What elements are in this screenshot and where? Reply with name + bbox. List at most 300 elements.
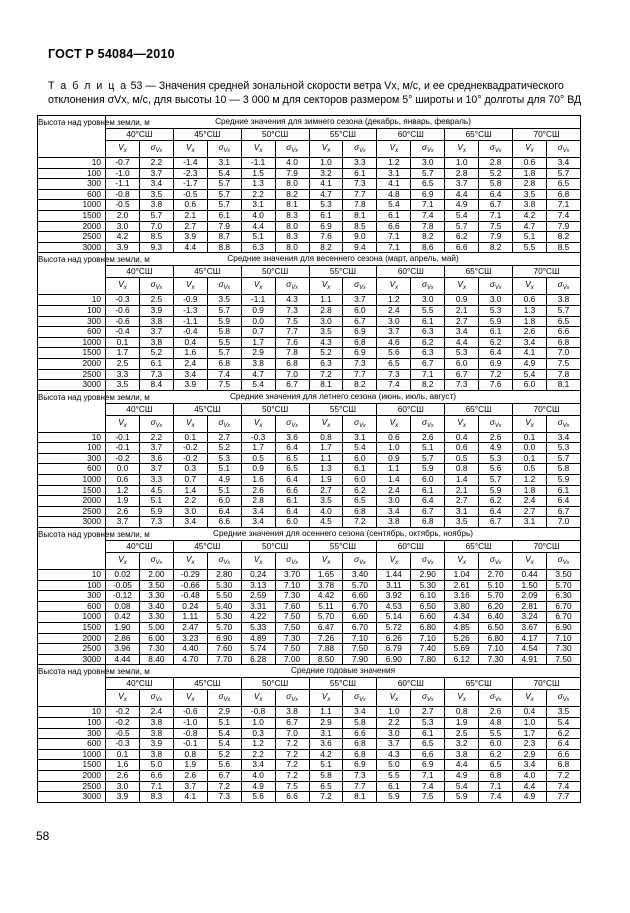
- value-cell: 7.40: [411, 644, 445, 655]
- value-cell: 1.04: [445, 570, 479, 581]
- value-cell: 0.5: [513, 464, 547, 475]
- table-row: [38, 242, 581, 253]
- value-cell: 7.4: [411, 781, 445, 792]
- value-cell: 8.1: [343, 792, 377, 803]
- value-cell: 1.65: [309, 570, 343, 581]
- value-cell: 5.70: [309, 612, 343, 623]
- value-cell: 7.10: [546, 633, 580, 644]
- value-cell: 3.9: [139, 305, 173, 316]
- value-cell: 2.2: [377, 717, 411, 728]
- height-cell: 10: [38, 158, 106, 169]
- value-cell: 3.5: [207, 295, 241, 306]
- latitude-header: 60°СШ: [377, 403, 445, 415]
- height-cell: 2000: [38, 221, 106, 232]
- value-cell: 7.2: [275, 770, 309, 781]
- value-cell: 1.7: [241, 443, 275, 454]
- value-cell: 6.9: [343, 327, 377, 338]
- value-cell: 2.4: [513, 496, 547, 507]
- value-cell: 1.4: [377, 475, 411, 486]
- symbol-vx: $V_x$: [309, 553, 343, 570]
- value-cell: 5.72: [377, 623, 411, 634]
- value-cell: 2.6: [479, 707, 513, 718]
- value-cell: 7.3: [343, 179, 377, 190]
- table-row: [38, 475, 581, 486]
- value-cell: 0.9: [377, 453, 411, 464]
- value-cell: -0.2: [106, 453, 140, 464]
- value-cell: 5.74: [241, 644, 275, 655]
- value-cell: 8.2: [479, 242, 513, 253]
- value-cell: 7.4: [479, 792, 513, 803]
- value-cell: 5.8: [309, 770, 343, 781]
- value-cell: -2.3: [173, 168, 207, 179]
- value-cell: 6.1: [377, 210, 411, 221]
- value-cell: -0.5: [106, 200, 140, 211]
- value-cell: 6.2: [411, 337, 445, 348]
- value-cell: 4.54: [513, 644, 547, 655]
- value-cell: 5.70: [343, 580, 377, 591]
- table-row: [38, 612, 581, 623]
- value-cell: 8.2: [275, 189, 309, 200]
- value-cell: 3.1: [309, 728, 343, 739]
- value-cell: 0.1: [513, 453, 547, 464]
- symbol-sigma-vx: $\sigma_{Vx}$: [275, 553, 309, 570]
- value-cell: 2.6: [411, 432, 445, 443]
- value-cell: 6.6: [546, 327, 580, 338]
- value-cell: 7.88: [309, 644, 343, 655]
- value-cell: 5.4: [546, 717, 580, 728]
- symbol-sigma-vx: $\sigma_{Vx}$: [207, 141, 241, 158]
- symbol-vx: $V_x$: [377, 278, 411, 295]
- value-cell: 1.11: [173, 612, 207, 623]
- height-cell: 2000: [38, 770, 106, 781]
- value-cell: 2.5: [445, 728, 479, 739]
- latitude-header: 45°СШ: [173, 403, 241, 415]
- symbol-vx: $V_x$: [309, 690, 343, 707]
- value-cell: 5.4: [207, 728, 241, 739]
- value-cell: 3.7: [377, 327, 411, 338]
- value-cell: 2.0: [106, 210, 140, 221]
- value-cell: 4.9: [513, 358, 547, 369]
- value-cell: 6.80: [411, 623, 445, 634]
- height-cell: 300: [38, 453, 106, 464]
- value-cell: 1.8: [513, 316, 547, 327]
- value-cell: -0.8: [173, 728, 207, 739]
- height-cell: 2500: [38, 369, 106, 380]
- symbol-sigma-vx: $\sigma_{Vx}$: [275, 141, 309, 158]
- value-cell: 7.26: [309, 633, 343, 644]
- value-cell: 5.2: [479, 168, 513, 179]
- value-cell: 5.5: [479, 728, 513, 739]
- value-cell: 1.1: [377, 464, 411, 475]
- height-cell: 1000: [38, 749, 106, 760]
- value-cell: 7.4: [377, 380, 411, 391]
- value-cell: 4.17: [513, 633, 547, 644]
- value-cell: 7.3: [343, 358, 377, 369]
- value-cell: -0.4: [106, 327, 140, 338]
- value-cell: 6.0: [275, 517, 309, 528]
- value-cell: 3.8: [139, 728, 173, 739]
- value-cell: 4.9: [445, 770, 479, 781]
- value-cell: 3.13: [241, 580, 275, 591]
- value-cell: 5.3: [207, 453, 241, 464]
- block-title-row: [38, 116, 581, 129]
- symbol-sigma-vx: $\sigma_{Vx}$: [139, 278, 173, 295]
- value-cell: 0.0: [513, 443, 547, 454]
- height-cell: 1500: [38, 485, 106, 496]
- value-cell: 3.6: [275, 432, 309, 443]
- symbol-vx: $V_x$: [173, 141, 207, 158]
- value-cell: 6.8: [546, 760, 580, 771]
- value-cell: 4.9: [241, 781, 275, 792]
- height-cell: 100: [38, 717, 106, 728]
- symbol-sigma-vx: $\sigma_{Vx}$: [411, 415, 445, 432]
- value-cell: 6.7: [275, 717, 309, 728]
- latitude-header: 45°СШ: [173, 678, 241, 690]
- value-cell: 5.2: [207, 443, 241, 454]
- value-cell: 6.9: [309, 221, 343, 232]
- value-cell: 7.3: [343, 770, 377, 781]
- value-cell: 3.5: [309, 496, 343, 507]
- value-cell: -0.6: [106, 305, 140, 316]
- value-cell: 3.8: [513, 200, 547, 211]
- value-cell: 1.5: [241, 168, 275, 179]
- value-cell: 2.59: [241, 591, 275, 602]
- height-cell: 2000: [38, 633, 106, 644]
- value-cell: 7.0: [139, 221, 173, 232]
- value-cell: 1.6: [241, 475, 275, 486]
- value-cell: -1.1: [173, 316, 207, 327]
- value-cell: 1.9: [173, 760, 207, 771]
- symbol-sigma-vx: $\sigma_{Vx}$: [139, 690, 173, 707]
- table-row: [38, 232, 581, 243]
- value-cell: 7.50: [275, 644, 309, 655]
- value-cell: 4.42: [309, 591, 343, 602]
- value-cell: 5.7: [546, 453, 580, 464]
- value-cell: 5.3: [309, 200, 343, 211]
- symbol-sigma-vx: $\sigma_{Vx}$: [207, 278, 241, 295]
- value-cell: 1.8: [513, 168, 547, 179]
- latitude-header: 40°СШ: [106, 266, 174, 278]
- value-cell: 7.9: [275, 168, 309, 179]
- value-cell: 6.2: [479, 496, 513, 507]
- value-cell: 3.7: [139, 327, 173, 338]
- value-cell: 6.4: [207, 506, 241, 517]
- height-cell: 1500: [38, 760, 106, 771]
- value-cell: 2.9: [513, 749, 547, 760]
- value-cell: 3.80: [445, 601, 479, 612]
- value-cell: 8.3: [275, 232, 309, 243]
- value-cell: 0.1: [106, 337, 140, 348]
- value-cell: 3.5: [309, 327, 343, 338]
- height-cell: 600: [38, 464, 106, 475]
- value-cell: 6.1: [479, 327, 513, 338]
- value-cell: 8.50: [309, 654, 343, 665]
- value-cell: -0.8: [241, 707, 275, 718]
- value-cell: 2.7: [309, 485, 343, 496]
- value-cell: 3.24: [513, 612, 547, 623]
- value-cell: 3.92: [377, 591, 411, 602]
- value-cell: 6.5: [479, 760, 513, 771]
- value-cell: 0.8: [445, 464, 479, 475]
- value-cell: 5.2: [139, 348, 173, 359]
- value-cell: 7.10: [343, 633, 377, 644]
- value-cell: 3.23: [173, 633, 207, 644]
- table-row: [38, 179, 581, 190]
- value-cell: 0.24: [241, 570, 275, 581]
- value-cell: 5.9: [377, 792, 411, 803]
- value-cell: 5.7: [546, 168, 580, 179]
- value-cell: 2.6: [106, 506, 140, 517]
- latitude-header: 40°СШ: [106, 678, 174, 690]
- value-cell: 6.1: [377, 781, 411, 792]
- value-cell: 0.9: [241, 305, 275, 316]
- value-cell: 3.8: [139, 749, 173, 760]
- value-cell: 2.7: [173, 221, 207, 232]
- symbol-vx: $V_x$: [445, 141, 479, 158]
- value-cell: 6.8: [343, 506, 377, 517]
- value-cell: 2.8: [513, 179, 547, 190]
- value-cell: 1.6: [106, 760, 140, 771]
- height-cell: 2500: [38, 644, 106, 655]
- value-cell: 3.5: [546, 707, 580, 718]
- value-cell: 0.8: [309, 432, 343, 443]
- value-cell: -0.1: [106, 443, 140, 454]
- table-row: [38, 210, 581, 221]
- value-cell: 6.0: [343, 305, 377, 316]
- value-cell: 4.9: [207, 475, 241, 486]
- block-title-row: [38, 528, 581, 541]
- value-cell: 3.0: [479, 295, 513, 306]
- value-cell: -0.12: [106, 591, 140, 602]
- value-cell: 1.3: [309, 464, 343, 475]
- value-cell: 8.2: [411, 380, 445, 391]
- table-row: [38, 591, 581, 602]
- value-cell: 1.90: [106, 623, 140, 634]
- value-cell: 6.8: [546, 337, 580, 348]
- value-cell: 2.3: [513, 739, 547, 750]
- value-cell: 0.6: [377, 432, 411, 443]
- value-cell: 7.0: [546, 348, 580, 359]
- value-cell: 7.9: [479, 232, 513, 243]
- value-cell: 6.8: [546, 189, 580, 200]
- value-cell: 2.4: [377, 305, 411, 316]
- value-cell: 0.6: [513, 158, 547, 169]
- symbol-vx: $V_x$: [106, 278, 140, 295]
- value-cell: 7.8: [411, 221, 445, 232]
- table-row: [38, 200, 581, 211]
- value-cell: 7.2: [309, 369, 343, 380]
- value-cell: 5.6: [207, 760, 241, 771]
- value-cell: 8.3: [275, 210, 309, 221]
- latitude-header: 70°СШ: [513, 403, 581, 415]
- value-cell: 5.1: [513, 232, 547, 243]
- value-cell: 5.7: [411, 453, 445, 464]
- block-title-row: [38, 253, 581, 266]
- value-cell: 3.7: [173, 781, 207, 792]
- symbol-vx: $V_x$: [513, 690, 547, 707]
- table-row: [38, 580, 581, 591]
- symbol-sigma-vx: $\sigma_{Vx}$: [207, 415, 241, 432]
- value-cell: 4.0: [513, 770, 547, 781]
- value-cell: 2.5: [139, 295, 173, 306]
- value-cell: 5.0: [139, 760, 173, 771]
- value-cell: 5.9: [479, 485, 513, 496]
- value-cell: 8.6: [411, 242, 445, 253]
- height-cell: 600: [38, 739, 106, 750]
- symbol-vx: $V_x$: [173, 690, 207, 707]
- symbol-vx: $V_x$: [377, 141, 411, 158]
- value-cell: 5.3: [479, 453, 513, 464]
- value-cell: 3.4: [377, 506, 411, 517]
- latitude-header: 65°СШ: [445, 266, 513, 278]
- value-cell: 3.9: [106, 242, 140, 253]
- latitude-header: 65°СШ: [445, 403, 513, 415]
- value-cell: 5.11: [309, 601, 343, 612]
- value-cell: 0.4: [513, 707, 547, 718]
- value-cell: 4.8: [377, 189, 411, 200]
- latitude-row: [38, 678, 581, 690]
- table-row: [38, 570, 581, 581]
- value-cell: 3.4: [173, 369, 207, 380]
- symbol-sigma-vx: $\sigma_{Vx}$: [275, 690, 309, 707]
- height-cell: 1500: [38, 623, 106, 634]
- value-cell: 6.1: [343, 464, 377, 475]
- value-cell: 4.6: [377, 337, 411, 348]
- symbol-row: [38, 690, 581, 707]
- value-cell: 3.9: [139, 739, 173, 750]
- value-cell: 7.9: [546, 221, 580, 232]
- value-cell: 6.30: [546, 591, 580, 602]
- value-cell: 5.6: [241, 792, 275, 803]
- table-row: [38, 781, 581, 792]
- value-cell: 6.1: [411, 485, 445, 496]
- value-cell: 7.7: [546, 792, 580, 803]
- value-cell: 4.0: [241, 210, 275, 221]
- value-cell: 5.8: [546, 464, 580, 475]
- value-cell: 3.8: [139, 337, 173, 348]
- table-row: [38, 517, 581, 528]
- value-cell: 5.3: [411, 717, 445, 728]
- value-cell: 2.47: [173, 623, 207, 634]
- value-cell: 2.6: [513, 327, 547, 338]
- value-cell: 0.9: [445, 295, 479, 306]
- value-cell: 0.1: [513, 432, 547, 443]
- value-cell: 3.7: [139, 168, 173, 179]
- value-cell: 4.9: [445, 200, 479, 211]
- value-cell: 2.2: [139, 432, 173, 443]
- latitude-header: 55°СШ: [309, 266, 377, 278]
- symbol-sigma-vx: $\sigma_{Vx}$: [546, 278, 580, 295]
- season-title: Средние значения для летнего сезона (июнь, июль, август): [106, 390, 581, 403]
- symbol-sigma-vx: $\sigma_{Vx}$: [139, 553, 173, 570]
- height-cell: 100: [38, 443, 106, 454]
- value-cell: 2.6: [106, 770, 140, 781]
- latitude-header: 55°СШ: [309, 403, 377, 415]
- value-cell: 8.0: [275, 221, 309, 232]
- value-cell: 4.1: [513, 348, 547, 359]
- value-cell: 5.40: [207, 601, 241, 612]
- height-cell: 600: [38, 601, 106, 612]
- table-row: [38, 464, 581, 475]
- value-cell: 2.9: [207, 707, 241, 718]
- value-cell: 0.8: [445, 707, 479, 718]
- value-cell: 4.89: [241, 633, 275, 644]
- latitude-header: 50°СШ: [241, 541, 309, 553]
- value-cell: 5.33: [241, 623, 275, 634]
- value-cell: 9.0: [343, 232, 377, 243]
- symbol-vx: $V_x$: [377, 690, 411, 707]
- value-cell: 6.8: [343, 337, 377, 348]
- value-cell: 1.9: [309, 475, 343, 486]
- page-number: 58: [36, 829, 50, 843]
- value-cell: 9.4: [343, 242, 377, 253]
- value-cell: 7.2: [275, 749, 309, 760]
- value-cell: 2.61: [445, 580, 479, 591]
- value-cell: 6.8: [343, 739, 377, 750]
- value-cell: -0.3: [106, 739, 140, 750]
- value-cell: 7.30: [479, 654, 513, 665]
- value-cell: 1.3: [241, 179, 275, 190]
- value-cell: -1.0: [106, 168, 140, 179]
- caption-text: 53 — Значения средней зональной скорости ветра Vx, м/с, и ее среднеквадратического отклонения σVx, м/с, для высоты 10 — 3 000 м для секторов размером 5° широты и 10° долготы для 70° ВД: [48, 80, 582, 106]
- value-cell: 7.6: [275, 337, 309, 348]
- value-cell: 6.4: [546, 496, 580, 507]
- value-cell: 0.3: [173, 464, 207, 475]
- value-cell: 4.44: [106, 654, 140, 665]
- value-cell: 6.6: [377, 221, 411, 232]
- value-cell: -0.7: [106, 158, 140, 169]
- value-cell: 0.3: [241, 728, 275, 739]
- value-cell: 7.90: [343, 654, 377, 665]
- table-row: [38, 221, 581, 232]
- table-row: [38, 305, 581, 316]
- value-cell: 5.9: [445, 792, 479, 803]
- value-cell: 2.81: [513, 601, 547, 612]
- value-cell: -0.9: [173, 295, 207, 306]
- value-cell: 3.9: [106, 792, 140, 803]
- value-cell: 5.7: [546, 305, 580, 316]
- value-cell: 3.1: [207, 158, 241, 169]
- latitude-row: [38, 403, 581, 415]
- value-cell: 5.4: [445, 210, 479, 221]
- value-cell: 3.70: [275, 570, 309, 581]
- value-cell: 7.5: [275, 781, 309, 792]
- value-cell: 5.1: [139, 496, 173, 507]
- value-cell: -0.2: [173, 443, 207, 454]
- value-cell: 1.1: [309, 707, 343, 718]
- value-cell: 0.4: [445, 432, 479, 443]
- table-row: [38, 348, 581, 359]
- value-cell: 7.7: [275, 327, 309, 338]
- value-cell: 3.0: [106, 781, 140, 792]
- value-cell: 7.50: [275, 623, 309, 634]
- value-cell: 0.08: [106, 601, 140, 612]
- table-row: [38, 316, 581, 327]
- value-cell: 4.22: [241, 612, 275, 623]
- height-cell: 2500: [38, 232, 106, 243]
- value-cell: 5.7: [139, 210, 173, 221]
- value-cell: 3.40: [343, 570, 377, 581]
- value-cell: 5.50: [207, 591, 241, 602]
- symbol-sigma-vx: $\sigma_{Vx}$: [343, 141, 377, 158]
- value-cell: 6.80: [479, 633, 513, 644]
- value-cell: 7.2: [479, 369, 513, 380]
- symbol-sigma-vx: $\sigma_{Vx}$: [275, 278, 309, 295]
- table-row: [38, 739, 581, 750]
- value-cell: 5.7: [445, 221, 479, 232]
- value-cell: 5.9: [139, 506, 173, 517]
- value-cell: 8.3: [139, 792, 173, 803]
